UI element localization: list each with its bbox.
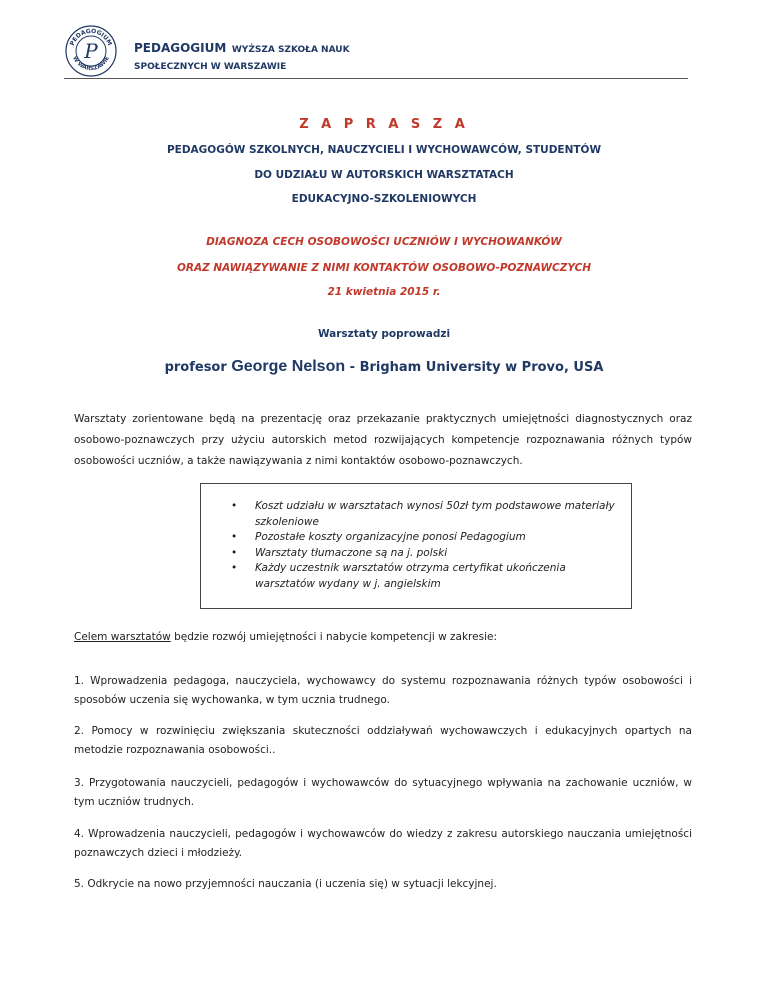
list-item [231,499,621,530]
goal-item-1: 1. Wprowadzenia pedagoga, nauczyciela, wychowawcy do systemu rozpoznawania różnych typów osobowości i sposobów uczenia się wychowanka, w tym ucznia trudnego. [74,675,692,706]
list-item [231,561,621,592]
goals-label: Celem warsztatów [74,631,171,643]
goal-item-3: 3. Przygotowania nauczycieli, pedagogów i wychowawców do sytuacyjnego wpływania na zachowanie uczniów, w tym uczniów trudnych. [74,777,692,808]
logo-text-bottom: W WARSZAWIE [71,55,111,73]
goal-item-4: 4. Wprowadzenia nauczycieli, pedagogów i wychowawców do wiedzy z zakresu autorskiego nauczania umiejętności poznawczych dzieci i młodzieży. [74,828,692,859]
invite-line-2: DO UDZIAŁU W AUTORSKICH WARSZTATACH [254,169,514,181]
event-date: 21 kwietnia 2015 r. [327,286,441,298]
institution-name [134,38,350,76]
invite-line-1: PEDAGOGÓW SZKOLNYCH, NAUCZYCIELI I WYCHOWAWCÓW, STUDENTÓW [166,144,602,156]
topic-line-1: DIAGNOZA CECH OSOBOWOŚCI UCZNIÓW I WYCHOWANKÓW [206,236,562,248]
info-list [231,499,621,592]
institution-name-big: PEDAGOGIUM [134,41,227,55]
page-title: Z A P R A S Z A [299,117,469,132]
list-item-text: Każdy uczestnik warsztatów otrzyma certyfikat ukończenia warsztatów wydany w j. angielskim [255,562,566,590]
intro-paragraph: Warsztaty zorientowane będą na prezentację oraz przekazanie praktycznych umiejętności diagnostycznych oraz osobowo-poznawczych przy użyciu autorskich metod rozwijających kompetencje rozpoznawania różnych typów osobowości uczniów, a także nawiązywania z nimi kontaktów osobowo-poznawczych. [74,413,692,467]
goals-intro [74,631,497,643]
list-item-text: Koszt udziału w warsztatach wynosi 50zł tym podstawowe materiały szkoleniowe [255,500,615,528]
goal-item-5: 5. Odkrycie na nowo przyjemności nauczania (i uczenia się) w sytuacji lekcyjnej. [74,878,497,890]
header-divider [64,78,688,79]
institution-name-line2: SPOŁECZNYCH W WARSZAWIE [134,62,287,72]
list-item [231,546,621,562]
presenter [0,358,768,376]
logo-text-top: PEDAGOGIUM [68,27,114,47]
lead-text: Warsztaty poprowadzi [317,328,451,340]
invite-line-3: EDUKACYJNO-SZKOLENIOWYCH [291,193,477,205]
info-box [200,483,632,609]
bullet-icon: • [231,500,238,512]
presenter-affiliation: - Brigham University w Provo, USA [349,360,604,375]
list-item-text: Warsztaty tłumaczone są na j. polski [255,546,448,559]
institution-name-small: WYŻSZA SZKOŁA NAUK [231,45,350,55]
list-item [231,530,621,546]
page-header [64,24,688,78]
topic-line-2: ORAZ NAWIĄZYWANIE Z NIMI KONTAKTÓW OSOBOWO-POZNAWCZYCH [176,262,592,274]
logo-letter: P [84,39,98,63]
pedagogium-logo-icon [64,24,118,78]
list-item-text: Pozostałe koszty organizacyjne ponosi Pedagogium [255,531,526,543]
bullet-icon: • [231,562,238,574]
presenter-name: George Nelson [231,358,346,375]
bullet-icon: • [231,531,238,543]
goals-label-rest: będzie rozwój umiejętności i nabycie kompetencji w zakresie: [170,631,497,643]
presenter-prefix: profesor [164,360,227,375]
goal-item-2: 2. Pomocy w rozwinięciu zwiększania skuteczności oddziaływań wychowawczych i edukacyjnych opartych na metodzie rozpoznawania osobowości.. [74,725,692,756]
bullet-icon: • [231,546,238,559]
